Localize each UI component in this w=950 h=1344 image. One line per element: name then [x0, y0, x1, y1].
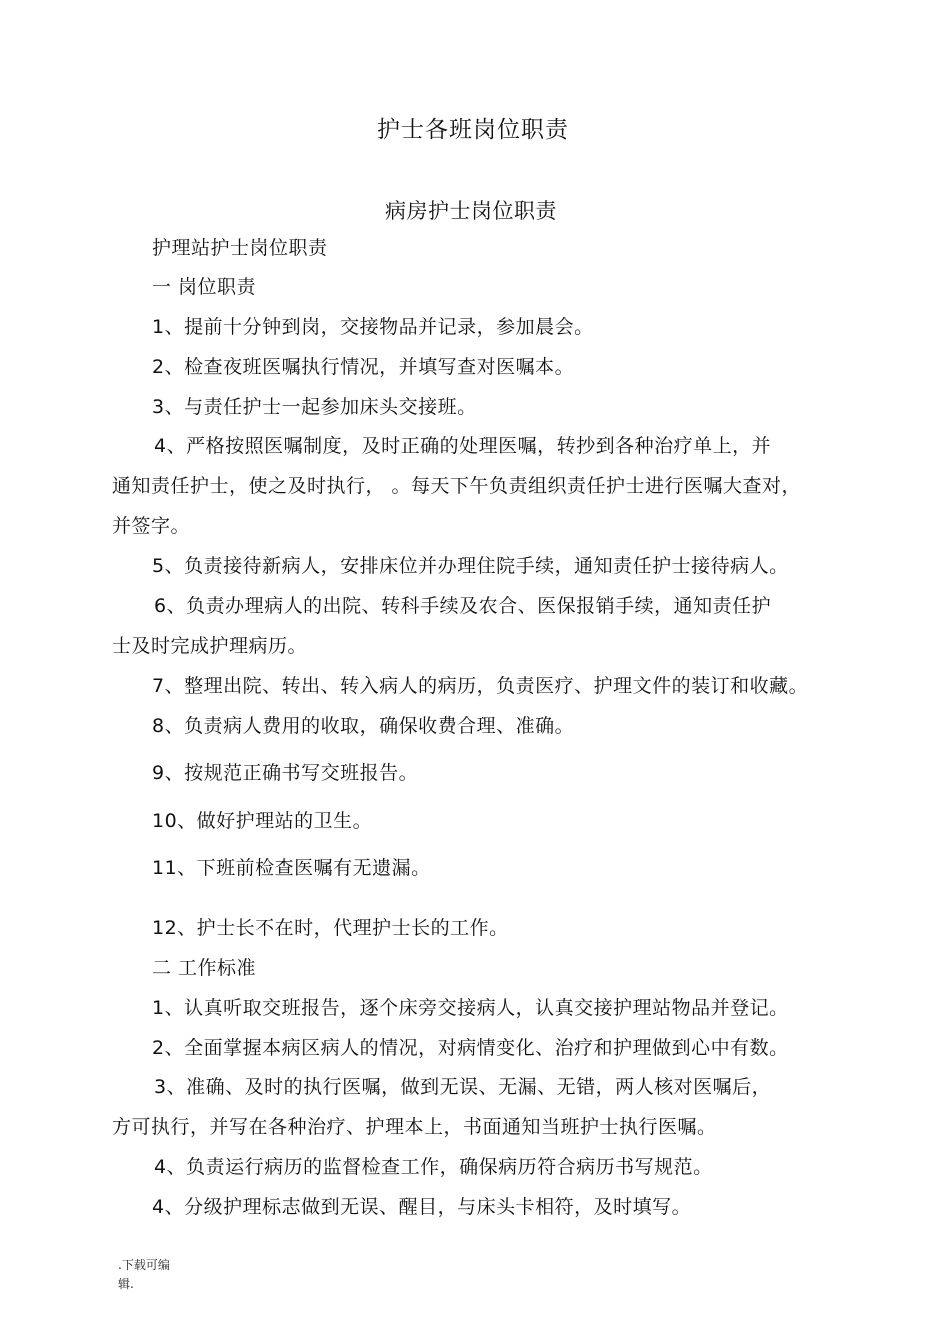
duty-item-4-line3: 并签字。	[112, 515, 191, 537]
page-subtitle: 病房护士岗位职责	[385, 199, 557, 223]
page-title: 护士各班岗位职责	[377, 117, 569, 143]
duty-item-3: 3、与责任护士一起参加床头交接班。	[152, 396, 477, 418]
duty-item-12: 12、护士长不在时，代理护士长的工作。	[152, 917, 509, 939]
duty-item-1: 1、提前十分钟到岗，交接物品并记录，参加晨会。	[152, 316, 594, 338]
footer-note-line1: .下载可编	[118, 1258, 170, 1272]
section-heading: 护理站护士岗位职责	[152, 237, 328, 259]
standard-item-1: 1、认真听取交班报告，逐个床旁交接病人，认真交接护理站物品并登记。	[152, 997, 789, 1019]
duty-item-6-line2: 士及时完成护理病历。	[112, 635, 308, 657]
footer-note-line2: 辑.	[118, 1277, 134, 1291]
standard-item-2: 2、全面掌握本病区病人的情况，对病情变化、治疗和护理做到心中有数。	[152, 1037, 789, 1059]
standard-item-5: 4、分级护理标志做到无误、醒目，与床头卡相符，及时填写。	[152, 1196, 692, 1218]
standard-item-3-line2: 方可执行，并写在各种治疗、护理本上，书面通知当班护士执行医嘱。	[112, 1116, 717, 1138]
duty-item-2: 2、检查夜班医嘱执行情况，并填写查对医嘱本。	[152, 356, 575, 378]
duty-item-4-line2: 通知责任护士，使之及时执行， 。每天下午负责组织责任护士进行医嘱大查对，	[112, 475, 802, 497]
standard-item-4: 4、负责运行病历的监督检查工作，确保病历符合病历书写规范。	[154, 1156, 713, 1178]
duty-item-5: 5、负责接待新病人，安排床位并办理住院手续，通知责任护士接待病人。	[152, 555, 789, 577]
part1-heading: 一 岗位职责	[152, 276, 257, 298]
duty-item-11: 11、下班前检查医嘱有无遗漏。	[152, 857, 431, 879]
standard-item-3-line1: 3、准确、及时的执行医嘱，做到无误、无漏、无错，两人核对医嘱后，	[154, 1076, 772, 1098]
duty-item-8: 8、负责病人费用的收取，确保收费合理、准确。	[152, 715, 575, 737]
duty-item-9: 9、按规范正确书写交班报告。	[152, 762, 419, 784]
part2-heading: 二 工作标准	[152, 957, 257, 979]
duty-item-4-line1: 4、严格按照医嘱制度，及时正确的处理医嘱，转抄到各种治疗单上，并	[154, 435, 772, 457]
duty-item-7: 7、整理出院、转出、转入病人的病历，负责医疗、护理文件的装订和收藏。	[152, 675, 809, 697]
duty-item-10: 10、做好护理站的卫生。	[152, 810, 373, 832]
duty-item-6-line1: 6、负责办理病人的出院、转科手续及农合、医保报销手续，通知责任护	[154, 595, 772, 617]
